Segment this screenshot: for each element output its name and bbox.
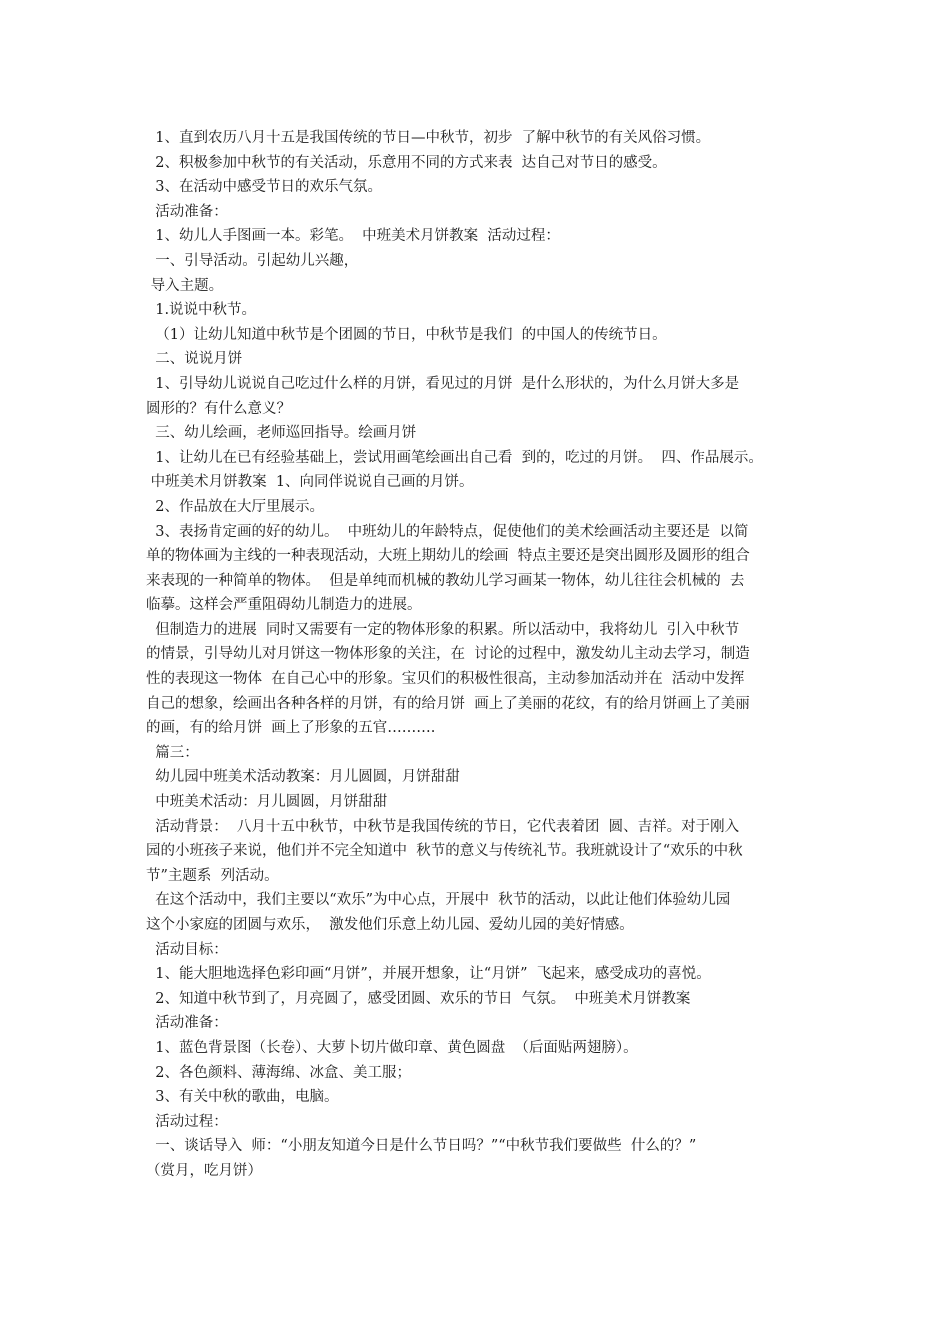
text-line: 活动准备： [146,203,228,220]
text-line: 的画，有的给月饼 画上了形象的五官………. [146,720,436,737]
document-body [146,126,826,1184]
text-line: 活动背景： 八月十五中秋节，中秋节是我国传统的节日，它代表着团 圆、吉祥。对于刚入 [146,818,740,835]
text-line: 2、各色颜料、薄海绵、冰盒、美工服； [146,1064,411,1081]
text-line: 圆形的？有什么意义？ [146,400,291,417]
text-line: 3、表扬肯定画的好的幼儿。 中班幼儿的年龄特点，促使他们的美术绘画活动主要还是 以简 [146,523,749,540]
text-line: 一、谈话导入 师：“小朋友知道今日是什么节日吗？”“中秋节我们要做些 什么的？” [146,1138,697,1155]
text-line: 单的物体画为主线的一种表现活动，大班上期幼儿的绘画 特点主要还是突出圆形及圆形的组合 [146,548,750,565]
text-line: 2、作品放在大厅里展示。 [146,498,324,515]
text-line: 2、知道中秋节到了，月亮圆了，感受团圆、欢乐的节日 气氛。 中班美术月饼教案 [146,990,691,1007]
text-line: 导入主题。 [146,277,224,294]
text-line: 活动过程： [146,1113,228,1130]
text-line: 1、直到农历八月十五是我国传统的节日—中秋节，初步 了解中秋节的有关风俗习惯。 [146,130,711,146]
text-line: 中班美术活动：月儿圆圆，月饼甜甜 [146,794,388,811]
text-line: 这个小家庭的团圆与欢乐， 激发他们乐意上幼儿园、爱幼儿园的美好情感。 [146,917,634,933]
text-line: 篇三： [146,744,199,761]
text-line: 1.说说中秋节。 [146,302,257,319]
text-line: 活动目标： [146,941,228,958]
text-line: 节”主题系 列活动。 [146,867,279,884]
text-line: 3、在活动中感受节日的欢乐气氛。 [146,179,382,196]
text-line: 来表现的一种简单的物体。 但是单纯而机械的教幼儿学习画某一物体，幼儿往往会机械的 去 [146,572,745,589]
text-line: 活动准备： [146,1015,228,1032]
text-line: 的情景，引导幼儿对月饼这一物体形象的关注，在 讨论的过程中，激发幼儿主动去学习，制造 [146,646,750,663]
text-line: 性的表现这一物体 在自己心中的形象。宝贝们的积极性很高，主动参加活动并在 活动中发挥 [146,671,745,688]
text-line: 1、引导幼儿说说自己吃过什么样的月饼，看见过的月饼 是什么形状的，为什么月饼大多是 [146,375,740,392]
text-line: 三、幼儿绘画，老师巡回指导。绘画月饼 [146,425,417,442]
text-line: 1、蓝色背景图（长卷）、大萝卜切片做印章、黄色圆盘 （后面贴两翅膀）。 [146,1039,638,1056]
text-line: 园的小班孩子来说，他们并不完全知道中 秋节的意义与传统礼节。我班就设计了“欢乐的中秋 [146,843,743,860]
text-line: 中班美术月饼教案 1、向同伴说说自己画的月饼。 [146,474,474,491]
text-line: 1、幼儿人手图画一本。彩笔。 中班美术月饼教案 活动过程： [146,228,560,245]
text-line: 但制造力的进展 同时又需要有一定的物体形象的积累。所以活动中，我将幼儿 引入中秋节 [146,621,740,638]
text-line: 3、有关中秋的歌曲，电脑。 [146,1089,339,1106]
text-line: 在这个活动中，我们主要以“欢乐”为中心点，开展中 秋节的活动，以此让他们体验幼儿园 [146,892,731,909]
text-line: （赏月，吃月饼） [146,1162,262,1179]
text-line: 1、能大胆地选择色彩印画“月饼”，并展开想象，让“月饼” 飞起来，感受成功的喜悦。 [146,966,711,983]
text-line: 2、积极参加中秋节的有关活动，乐意用不同的方式来表 达自己对节日的感受。 [146,154,667,171]
text-line: （1）让幼儿知道中秋节是个团圆的节日，中秋节是我们 的中国人的传统节日。 [146,326,667,343]
text-line: 临摹。这样会严重阻碍幼儿制造力的进展。 [146,597,422,614]
text-line: 自己的想象，绘画出各种各样的月饼，有的给月饼 画上了美丽的花纹，有的给月饼画上了美丽 [146,695,750,712]
text-line: 一、引导活动。引起幼儿兴趣， [146,252,359,269]
text-line: 幼儿园中班美术活动教案：月儿圆圆，月饼甜甜 [146,769,460,786]
text-line: 1、让幼儿在已有经验基础上，尝试用画笔绘画出自己看 到的，吃过的月饼。 四、作品展示。 [146,449,763,466]
text-line: 二、说说月饼 [146,351,243,368]
